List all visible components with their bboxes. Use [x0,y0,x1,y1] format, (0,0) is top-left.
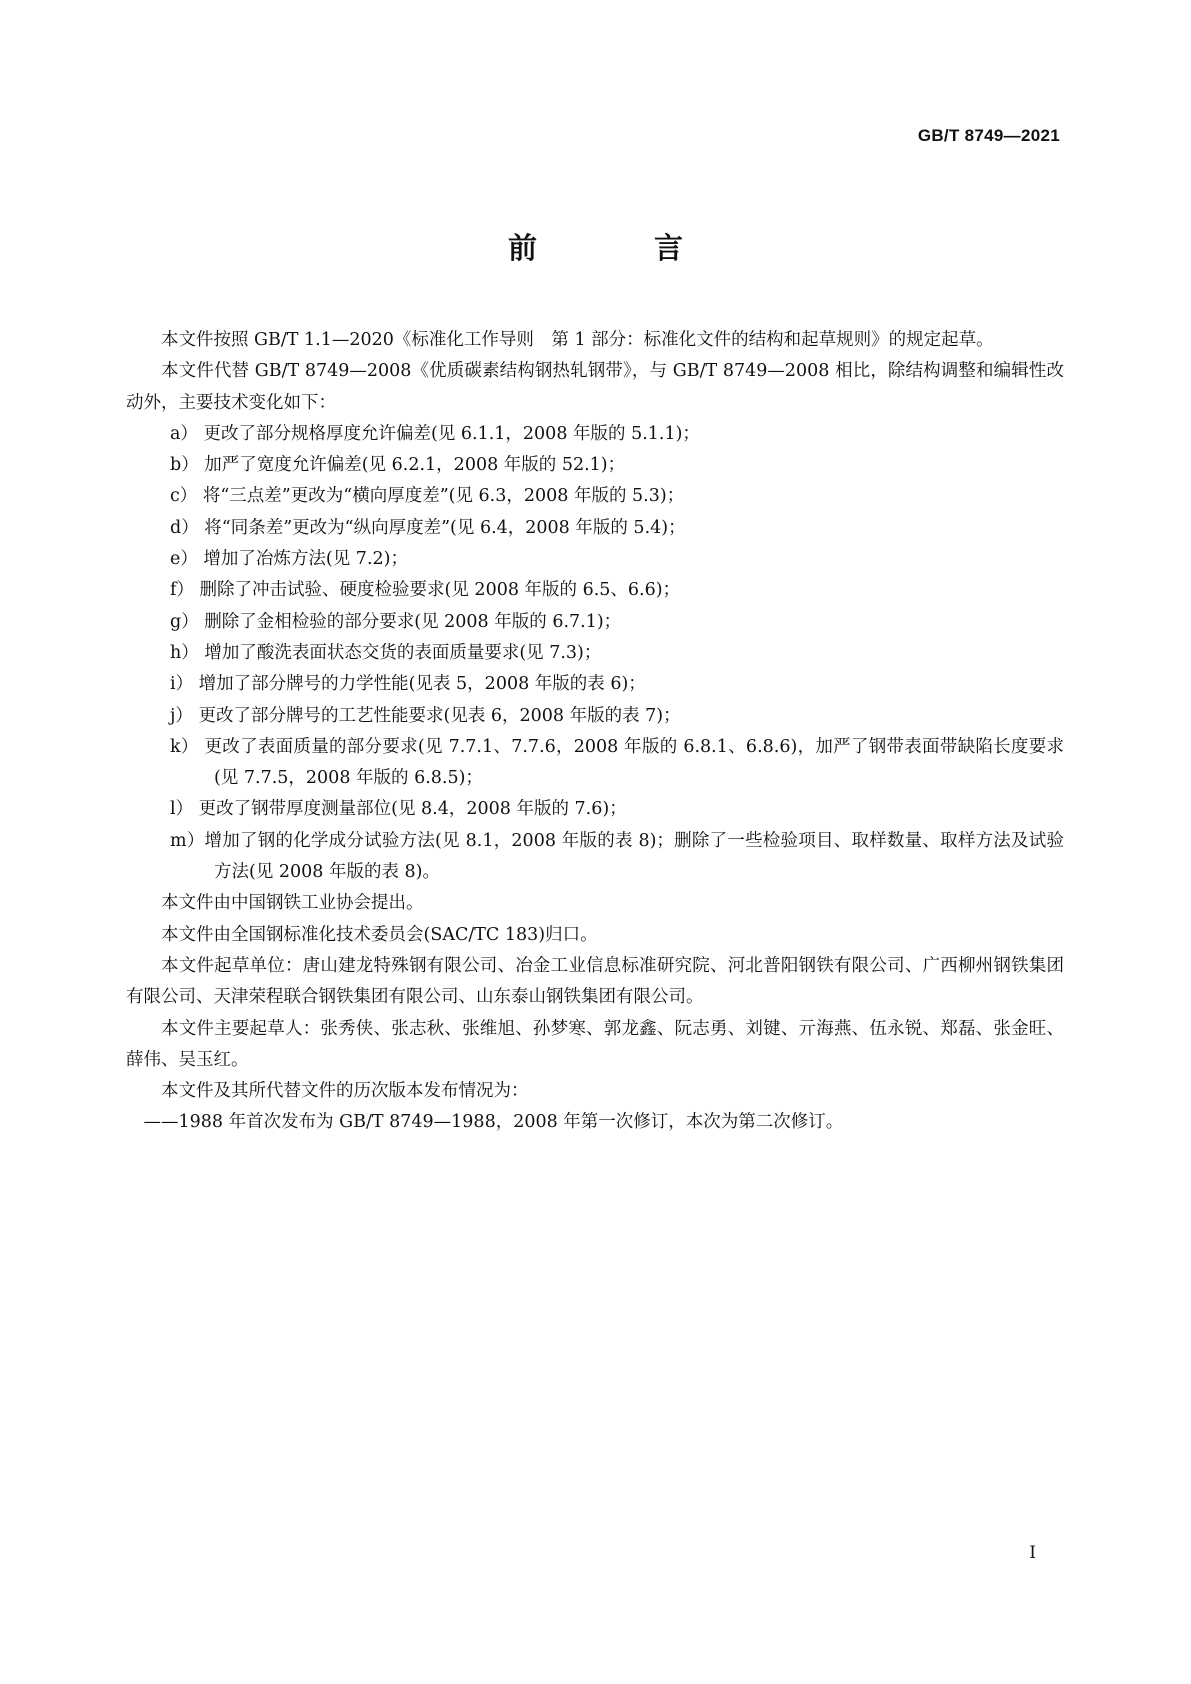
drafting-units-paragraph: 本文件起草单位：唐山建龙特殊钢有限公司、冶金工业信息标准研究院、河北普阳钢铁有限公司、广西柳州钢铁集团有限公司、天津荣程联合钢铁集团有限公司、山东泰山钢铁集团有限公司。 [126,955,1064,1008]
change-item-m: m）增加了钢的化学成分试验方法(见 8.1，2008 年版的表 8)；删除了一些检验项目、取样数量、取样方法及试验方法(见 2008 年版的表 8)。 [170,830,1064,883]
history-intro-paragraph: 本文件及其所代替文件的历次版本发布情况为： [161,1081,529,1102]
page-title: 前 言 [507,231,727,265]
document-body [126,325,1064,1139]
change-item-b: b） 加严了宽度允许偏差(见 6.2.1，2008 年版的 52.1)； [170,455,626,476]
change-item-e: e） 增加了冶炼方法(见 7.2)； [170,549,408,570]
page-number: I [1029,1543,1036,1563]
change-item-i: i） 增加了部分牌号的力学性能(见表 5，2008 年版的表 6)； [170,674,646,695]
drafters-paragraph: 本文件主要起草人：张秀侠、张志秋、张维旭、孙梦寒、郭龙鑫、阮志勇、刘键、亓海燕、伍永锐、郑磊、张金旺、薛伟、吴玉红。 [126,1018,1064,1070]
change-item-d: d） 将“同条差”更改为“纵向厚度差”(见 6.4，2008 年版的 5.4)； [170,517,686,538]
change-item-j: j） 更改了部分牌号的工艺性能要求(见表 6，2008 年版的表 7)； [170,705,681,726]
change-item-k: k） 更改了表面质量的部分要求(见 7.7.1、7.7.6，2008 年版的 6.8.1、6.8.6)，加严了钢带表面带缺陷长度要求(见 7.7.5，2008 年版的 6.8.5)； [170,736,1064,789]
change-item-l: l） 更改了钢带厚度测量部位(见 8.4，2008 年版的 7.6)； [170,799,627,820]
change-item-g: g） 删除了金相检验的部分要求(见 2008 年版的 6.7.1)； [170,611,622,632]
intro-paragraph-replacement: 本文件代替 GB/T 8749—2008《优质碳素结构钢热轧钢带》，与 GB/T 8749—2008 相比，除结构调整和编辑性改动外，主要技术变化如下： [126,361,1064,413]
standard-number: GB/T 8749—2021 [917,126,1060,145]
change-item-h: h） 增加了酸洗表面状态交货的表面质量要求(见 7.3)； [170,642,602,663]
change-item-a: a） 更改了部分规格厚度允许偏差(见 6.1.1，2008 年版的 5.1.1)； [170,423,700,444]
committee-paragraph: 本文件由全国钢标准化技术委员会(SAC/TC 183)归口。 [161,924,598,945]
change-item-f: f） 删除了冲击试验、硬度检验要求(见 2008 年版的 6.5、6.6)； [170,580,681,601]
history-item: ——1988 年首次发布为 GB/T 8749—1988，2008 年第一次修订，本次为第二次修订。 [143,1112,844,1133]
intro-paragraph-drafting-rules: 本文件按照 GB/T 1.1—2020《标准化工作导则 第 1 部分：标准化文件的结构和起草规则》的规定起草。 [161,330,994,350]
proposer-paragraph: 本文件由中国钢铁工业协会提出。 [161,893,424,914]
change-item-c: c） 将“三点差”更改为“横向厚度差”(见 6.3，2008 年版的 5.3)； [170,486,685,507]
